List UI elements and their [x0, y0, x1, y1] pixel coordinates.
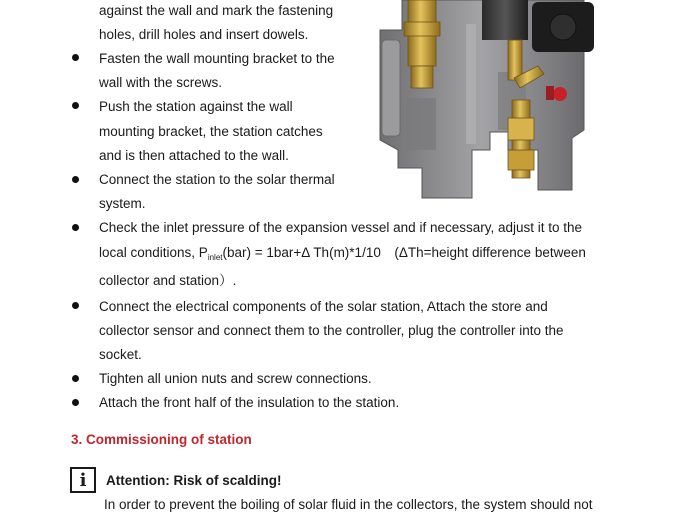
solar-station-photo — [362, 0, 606, 204]
text-line: Check the inlet pressure of the expansion vessel and if necessary, adjust it to the — [99, 220, 583, 235]
text-line: Tighten all union nuts and screw connections. — [99, 371, 372, 386]
text-line: Connect the electrical components of the solar station, Attach the store and — [99, 299, 548, 314]
bullet-icon — [72, 224, 79, 231]
bullet-icon — [72, 176, 79, 183]
bullet-icon — [72, 302, 79, 309]
text-line: Push the station against the wall — [99, 99, 293, 114]
bullet-icon — [72, 54, 79, 61]
bullet-icon — [72, 102, 79, 109]
text-line: Fasten the wall mounting bracket to the — [99, 51, 335, 66]
text-line: mounting bracket, the station catches — [99, 124, 323, 139]
attention-title: Attention: Risk of scalding! — [106, 473, 282, 488]
subscript-inlet: inlet — [207, 253, 223, 262]
text-line: against the wall and mark the fastening — [99, 3, 334, 18]
text-line: system. — [99, 196, 146, 211]
section-heading: 3. Commissioning of station — [71, 432, 252, 447]
text-run: (bar) = 1bar+Δ Th(m)*1/10 (ΔTh=height difference between — [222, 245, 586, 260]
info-icon: i — [70, 467, 96, 493]
text-line — [99, 245, 586, 266]
text-line: Connect the station to the solar thermal — [99, 172, 335, 187]
text-line: Attach the front half of the insulation to the station. — [99, 395, 400, 410]
text-line: holes, drill holes and insert dowels. — [99, 27, 309, 42]
text-line: collector and station）. — [99, 273, 237, 288]
text-run: local conditions, P — [99, 245, 208, 260]
text-line: wall with the screws. — [99, 75, 223, 90]
text-line: collector sensor and connect them to the controller, plug the controller into the — [99, 323, 564, 338]
bullet-icon — [72, 375, 79, 382]
text-line: and is then attached to the wall. — [99, 148, 289, 163]
bullet-icon — [72, 399, 79, 406]
text-line: socket. — [99, 347, 142, 362]
attention-body: In order to prevent the boiling of solar fluid in the collectors, the system should not — [104, 497, 593, 512]
